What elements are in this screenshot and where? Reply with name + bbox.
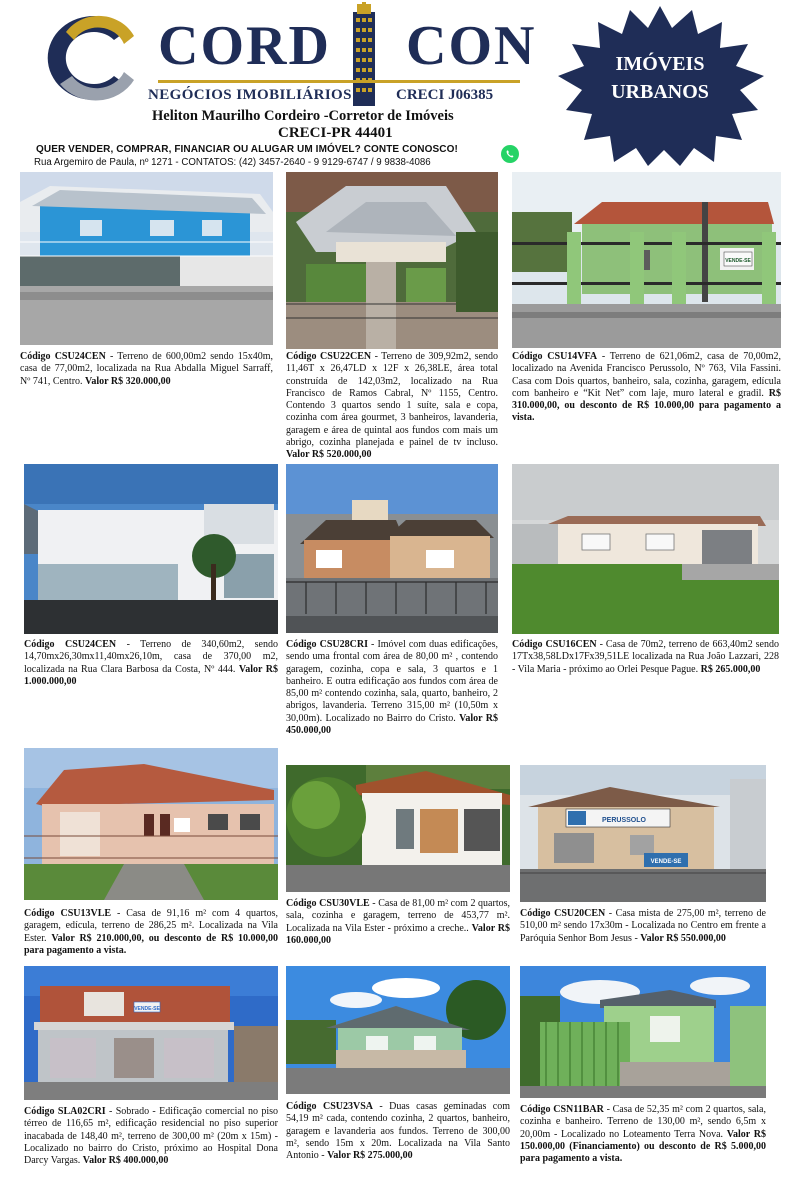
broker-name: Heliton Maurilho Cordeiro -Corretor de Imóveis bbox=[152, 108, 454, 124]
call-to-action: QUER VENDER, COMPRAR, FINANCIAR OU ALUGAR UM IMÓVEL? CONTE CONOSCO! bbox=[36, 144, 458, 155]
listing-description-3 bbox=[512, 351, 781, 425]
listing-description-2 bbox=[286, 351, 498, 462]
listing-photo-12 bbox=[520, 966, 766, 1098]
listing-photo-4 bbox=[24, 464, 278, 634]
brand-tagline: NEGÓCIOS IMOBILIÁRIOS bbox=[148, 87, 352, 103]
listing-price: Valor R$ 275.000,00 bbox=[327, 1150, 413, 1162]
listing-details: - Sobrado - Edificação comercial no piso térreo de 116,65 m², edificação residencial no piso superior inacabada de 148,40 m², terreno de 300,00 m² (20m x 15m) - Localizado no bairro do Cristo, próximo ao Hospital Dona Darcy Vargas. bbox=[24, 1106, 278, 1167]
listing-description-11 bbox=[286, 1101, 510, 1162]
listing-code: Código CSU24CEN bbox=[20, 351, 106, 362]
listing-details: - Terreno de 621,06m2, casa de 70,00m2, localizado na Avenida Francisco Perussolo, Nº 763, Vila Fassini. Casa com Dois quartos, banheiro, sala, cozinha, garagem, edícula com banheiro e “Kit Net” com laje, muro lateral e gradil. bbox=[512, 351, 781, 399]
listing-description-9 bbox=[520, 908, 766, 945]
listing-code: Código SLA02CRI bbox=[24, 1106, 106, 1117]
listing-details: - Casa de 52,35 m² com 2 quartos, sala, cozinha e banheiro. Terreno de 130,00 m², sendo 6,5m x 20,00m - Localizado no Loteamento Terra Nova. bbox=[520, 1104, 766, 1140]
brand-right: CON bbox=[406, 15, 537, 77]
listing-price: R$ 310.000,00, ou desconto de R$ 10.000,00 para pagamento a vista. bbox=[512, 387, 781, 424]
listing-price: Valor R$ 400.000,00 bbox=[82, 1155, 169, 1167]
listing-code: Código CSU22CEN bbox=[286, 351, 372, 362]
listing-photo-2 bbox=[286, 172, 498, 349]
perussolo-sign: PERUSSOLO bbox=[602, 817, 646, 824]
tower-icon bbox=[347, 2, 381, 106]
listing-price: Valor R$ 320.000,00 bbox=[85, 375, 171, 387]
badge-line-1: IMÓVEIS bbox=[615, 53, 705, 75]
listing-details: - Terreno de 340,60m2, sendo 14,70mx26,30mx11,40mx26,10m, casa de 370,00 m2, localizada na Rua Clara Barbosa da Costa, Nº 444. bbox=[24, 639, 278, 675]
whatsapp-icon bbox=[500, 144, 520, 164]
listing-price: Valor R$ 550.000,00 bbox=[640, 932, 726, 944]
listing-photo-1 bbox=[20, 172, 273, 345]
listing-code: Código CSU20CEN bbox=[520, 908, 606, 919]
listing-description-8 bbox=[286, 898, 510, 947]
listing-photo-7 bbox=[24, 748, 278, 900]
listing-code: Código CSU14VFA bbox=[512, 351, 598, 362]
listing-photo-9 bbox=[520, 765, 766, 902]
listing-photo-6 bbox=[512, 464, 779, 634]
listing-photo-3 bbox=[512, 172, 781, 348]
listing-price: R$ 265.000,00 bbox=[700, 663, 761, 675]
listing-code: Código CSU28CRI bbox=[286, 639, 368, 650]
listing-details: - Duas casas geminadas com 54,19 m² cada, contendo cozinha, 2 quartos, banheiro, garagem e lavanderia aos fundos. Terreno de 300,00 m², sendo 15m x 20m. Localizada na Vila Santo Antonio - bbox=[286, 1101, 510, 1162]
listing-description-4 bbox=[24, 639, 278, 688]
listing-photo-8 bbox=[286, 765, 510, 892]
header-gold-rule bbox=[158, 80, 520, 83]
listing-photo-11 bbox=[286, 966, 510, 1094]
brand-left: CORD bbox=[158, 15, 331, 77]
listing-photo-5 bbox=[286, 464, 498, 633]
listing-description-1 bbox=[20, 351, 273, 388]
listing-code: Código CSU24CEN bbox=[24, 639, 117, 650]
listing-code: Código CSU23VSA bbox=[286, 1101, 373, 1112]
listing-price: Valor R$ 1.000.000,00 bbox=[24, 663, 278, 687]
listing-price: Valor R$ 160.000,00 bbox=[286, 922, 510, 946]
listing-price: Valor R$ 210.000,00, ou desconto de R$ 10.000,00 para pagamento a vista. bbox=[24, 932, 278, 956]
listing-price: Valor R$ 450.000,00 bbox=[286, 712, 498, 737]
listing-price: Valor R$ 520.000,00 bbox=[286, 449, 372, 461]
listing-code: Código CSU16CEN bbox=[512, 639, 597, 650]
listing-code: Código CSN11BAR bbox=[520, 1104, 604, 1115]
listing-description-12 bbox=[520, 1104, 766, 1165]
listing-description-6 bbox=[512, 639, 779, 676]
company-creci: CRECI J06385 bbox=[396, 87, 494, 103]
listing-details: - Terreno de 309,92m2, sendo 11,46T x 26,47LD x 12F x 26,38LE, área total construída de 142,03m2, localizado na Rua Francisco de Ramos Cabral, Nº 1155, Centro. Contendo 3 quartos sendo 1 suíte, sala e copa, cozinha com área gourmet, 3 banheiros, lavanderia, garagem e área de quintal aos fundos com mais um abrigo, cozinha planejada e painel de tv incluso. bbox=[286, 351, 498, 449]
listing-details: - Casa de 70m2, terreno de 663,40m2 sendo 17Tx38,58LDx17Fx39,51LE localizada na Rua João Lazzari, 228 - Vila Maria - próximo ao Orlei Pesque Pague. bbox=[512, 639, 779, 675]
listing-photo-10 bbox=[24, 966, 278, 1100]
vende-se-sign-3: VENDE-SE bbox=[134, 1006, 160, 1012]
listing-details: - Casa de 81,00 m² com 2 quartos, sala, cozinha e garagem, terreno de 453,77 m². Localizada na Vila Ester - próximo a creche.. bbox=[286, 898, 510, 934]
vende-se-sign-1: VENDE-SE bbox=[725, 258, 751, 264]
badge-line-2: URBANOS bbox=[611, 81, 709, 103]
listing-details: - Imóvel com duas edificações, sendo uma frontal com área de 80,00 m² , contendo garagem, cozinha, copa e sala, 3 quartos e 1 banheiro. E outra edificação aos fundos com área de 85,00 m² contendo cozinha, sala, quarto, banheiro, 2 abrigos, lavanderia. Terreno 315,00 m² (10,50m x 30,00m). Localizado no Bairro do Cristo. bbox=[286, 639, 498, 724]
listing-description-5 bbox=[286, 639, 498, 737]
listing-details: - Casa mista de 275,00 m², terreno de 510,00 m² sendo 17x30m - Localizada no Centro em frente a Paróquia Senhor Bom Jesus - bbox=[520, 908, 766, 944]
broker-creci: CRECI-PR 44401 bbox=[278, 125, 393, 141]
listing-description-10 bbox=[24, 1106, 278, 1167]
category-badge bbox=[552, 50, 768, 106]
listing-code: Código CSU30VLE bbox=[286, 898, 370, 909]
listing-details: - Casa de 91,16 m² com 4 quartos, garagem, edícula, terreno de 286,25 m². Localizada na Vila Ester. bbox=[24, 908, 278, 944]
vende-se-sign-2: VENDE-SE bbox=[650, 859, 682, 865]
cordicon-logo-icon bbox=[30, 8, 150, 108]
listing-code: Código CSU13VLE bbox=[24, 908, 112, 919]
listing-description-7 bbox=[24, 908, 278, 957]
listing-price: Valor R$ 150.000,00 (Financiamento) ou desconto de R$ 5.000,00 para pagamento a vista. bbox=[520, 1128, 766, 1165]
contact-address: Rua Argemiro de Paula, nº 1271 - CONTATOS: (42) 3457-2640 - 9 9129-6747 / 9 9838-4086 bbox=[34, 157, 431, 168]
listing-details: - Terreno de 600,00m2 sendo 15x40m, casa de 77,00m2, localizada na Rua Abdalla Miguel Sarraff, Nº 741, Centro. bbox=[20, 351, 273, 387]
